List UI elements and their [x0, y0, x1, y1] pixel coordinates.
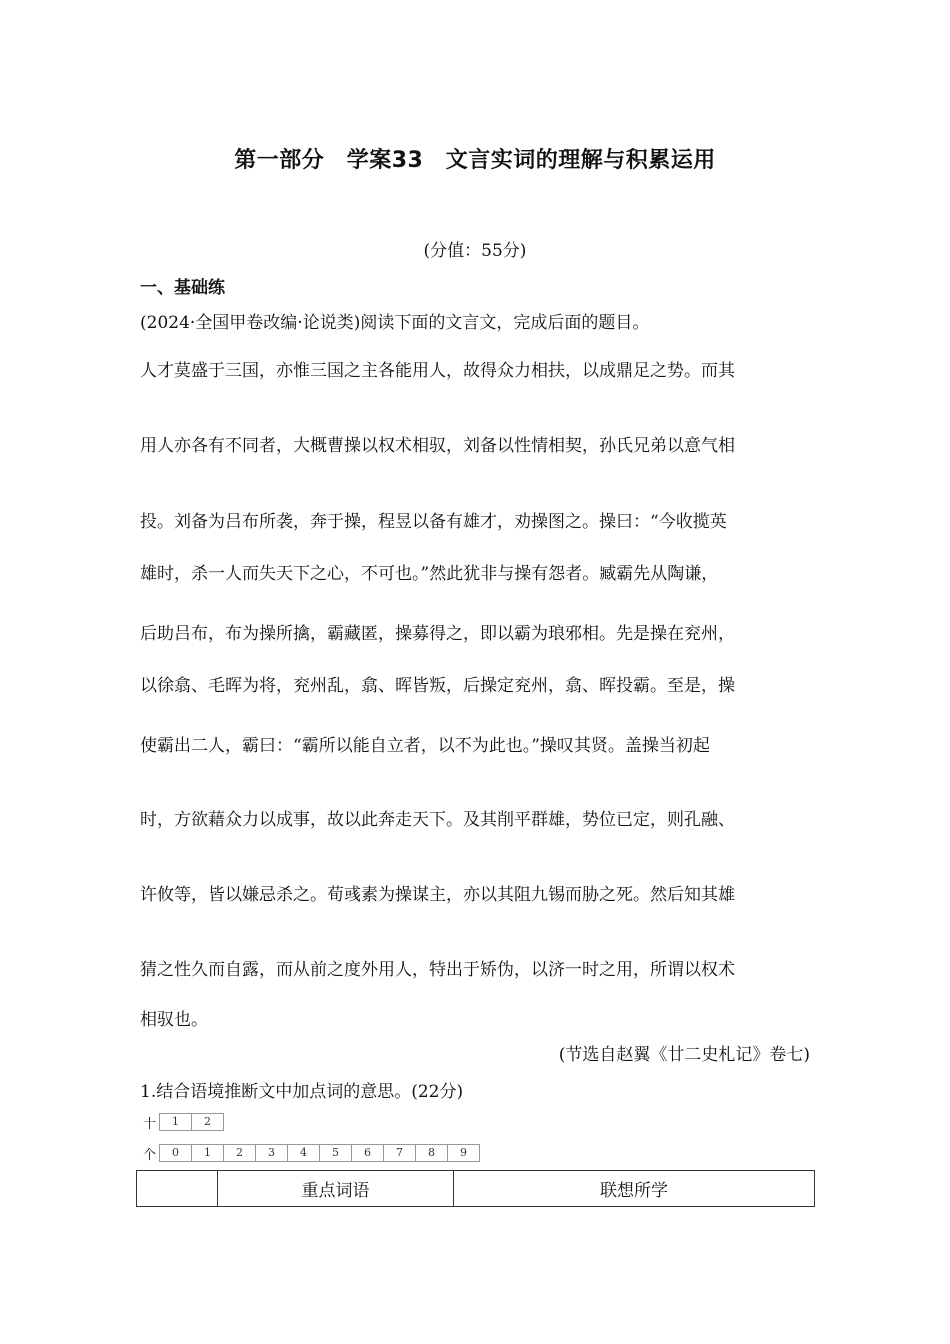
vocab-table [136, 1170, 815, 1207]
passage-line: 使霸出二人，霸曰：“霸所以能自立者，以不为此也。”操叹其贤。盖操当初起 [140, 736, 710, 756]
table-header-cell [137, 1171, 218, 1207]
ones-label: 个 [143, 1147, 157, 1163]
source-citation: (节选自赵翼《廿二史札记》卷七) [558, 1045, 810, 1065]
table-header-row [137, 1171, 815, 1207]
score-cell[interactable]: 7 [384, 1145, 416, 1161]
score-cell[interactable]: 4 [288, 1145, 320, 1161]
instruction-text: (2024·全国甲卷改编·论说类)阅读下面的文言文，完成后面的题目。 [140, 313, 650, 333]
passage-line: 相驭也。 [140, 1010, 208, 1030]
passage-line: 投。刘备为吕布所袭，奔于操，程昱以备有雄才，劝操图之。操曰：“今收揽英 [140, 512, 727, 532]
score-cell[interactable]: 5 [320, 1145, 352, 1161]
passage-line: 猜之性久而自露，而从前之度外用人，特出于矫伪，以济一时之用，所谓以权术 [140, 960, 735, 980]
table-header-cell: 联想所学 [454, 1171, 815, 1207]
passage-line: 以徐翕、毛晖为将，兖州乱，翕、晖皆叛，后操定兖州，翕、晖投霸。至是，操 [140, 676, 735, 696]
passage-line: 后助吕布，布为操所擒，霸藏匿，操募得之，即以霸为琅邪相。先是操在兖州， [140, 624, 735, 644]
question-1: 1.结合语境推断文中加点词的意思。(22分) [140, 1082, 464, 1102]
score-grid-tens [143, 1113, 224, 1131]
passage-line: 许攸等，皆以嫌忌杀之。荀彧素为操谋主，亦以其阻九锡而胁之死。然后知其雄 [140, 885, 735, 905]
score-note: (分值：55分) [423, 241, 527, 261]
score-cell[interactable]: 8 [416, 1145, 448, 1161]
passage-line: 用人亦各有不同者，大概曹操以权术相驭，刘备以性情相契，孙氏兄弟以意气相 [140, 436, 735, 456]
score-grid-ones [143, 1144, 480, 1162]
section-heading: 一、基础练 [140, 278, 225, 298]
passage-line: 人才莫盛于三国，亦惟三国之主各能用人，故得众力相扶，以成鼎足之势。而其 [140, 361, 735, 381]
tens-label: 十 [143, 1116, 157, 1132]
score-cell[interactable]: 0 [160, 1145, 192, 1161]
score-cell[interactable]: 2 [204, 1115, 211, 1128]
score-cell[interactable]: 3 [256, 1145, 288, 1161]
score-cell[interactable]: 2 [224, 1145, 256, 1161]
page-title: 第一部分 学案33 文言实词的理解与积累运用 [234, 148, 716, 173]
table-header-cell: 重点词语 [218, 1171, 454, 1207]
passage-line: 雄时，杀一人而失天下之心，不可也。”然此犹非与操有怨者。臧霸先从陶谦， [140, 564, 719, 584]
score-cell[interactable]: 1 [160, 1114, 192, 1130]
passage-line: 时，方欲藉众力以成事，故以此奔走天下。及其削平群雄，势位已定，则孔融、 [140, 810, 735, 830]
score-cell[interactable]: 6 [352, 1145, 384, 1161]
score-cell[interactable]: 1 [192, 1145, 224, 1161]
score-cell[interactable]: 9 [460, 1146, 467, 1159]
